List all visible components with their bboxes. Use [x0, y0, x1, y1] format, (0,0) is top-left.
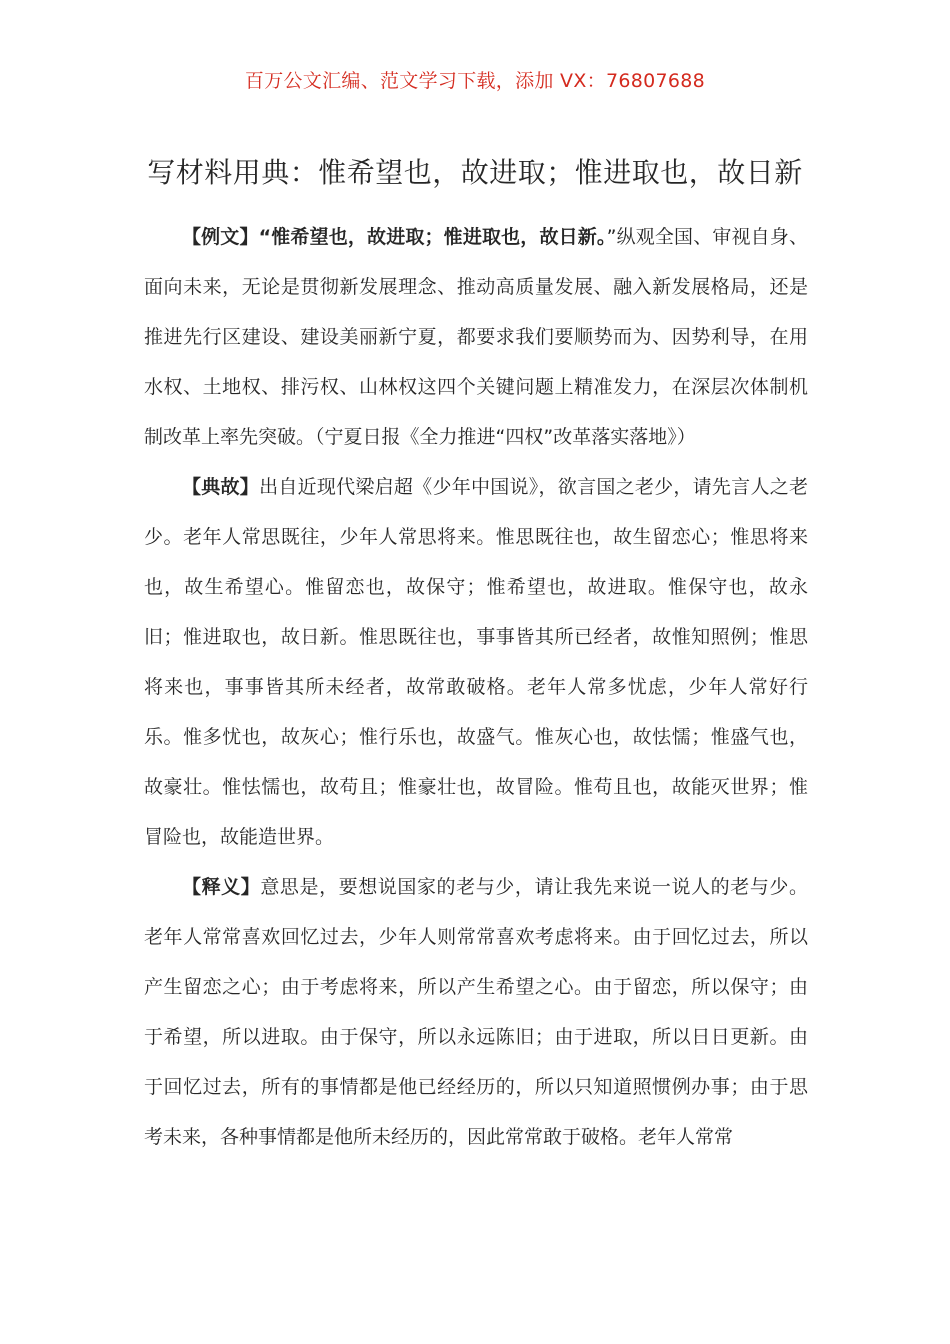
document-body [144, 212, 808, 1162]
example-quote: “惟希望也，故进取；惟进取也，故日新。 [258, 226, 607, 248]
page-title: 写材料用典：惟希望也，故进取；惟进取也，故日新 [147, 156, 803, 189]
interpretation-label: 【释义】 [182, 876, 261, 898]
allusion-paragraph [144, 462, 808, 862]
interpretation-text: 意思是，要想说国家的老与少，请让我先来说一说人的老与少。老年人常常喜欢回忆过去，少年人则常常喜欢考虑将来。由于回忆过去，所以产生留恋之心；由于考虑将来，所以产生希望之心。由于留恋，所以保守；由于希望，所以进取。由于保守，所以永远陈旧；由于进取，所以日日更新。由于回忆过去，所有的事情都是他已经经历的，所以只知道照惯例办事；由于思考未来，各种事情都是他所未经历的，因此常常敢于破格。老年人常常 [144, 876, 808, 1148]
interpretation-paragraph [144, 862, 808, 1162]
allusion-label: 【典故】 [182, 476, 260, 498]
promo-banner: 百万公文汇编、范文学习下载，添加 VX：76807688 [244, 70, 706, 92]
example-paragraph [144, 212, 808, 462]
example-text: ”纵观全国、审视自身、面向未来，无论是贯彻新发展理念、推动高质量发展、融入新发展格局，还是推进先行区建设、建设美丽新宁夏，都要求我们要顺势而为、因势利导，在用水权、土地权、排污权、山林权这四个关键问题上精准发力，在深层次体制机制改革上率先突破。（宁夏日报《全力推进“四权”改革落实落地》） [144, 226, 808, 448]
example-label: 【例文】 [182, 226, 259, 248]
allusion-text: 出自近现代梁启超《少年中国说》，欲言国之老少，请先言人之老少。老年人常思既往，少年人常思将来。惟思既往也，故生留恋心；惟思将来也，故生希望心。惟留恋也，故保守；惟希望也，故进取。惟保守也，故永旧；惟进取也，故日新。惟思既往也，事事皆其所已经者，故惟知照例；惟思将来也，事事皆其所未经者，故常敢破格。老年人常多忧虑，少年人常好行乐。惟多忧也，故灰心；惟行乐也，故盛气。惟灰心也，故怯懦；惟盛气也，故豪壮。惟怯懦也，故苟且；惟豪壮也，故冒险。惟苟且也，故能灭世界；惟冒险也，故能造世界。 [144, 476, 808, 848]
